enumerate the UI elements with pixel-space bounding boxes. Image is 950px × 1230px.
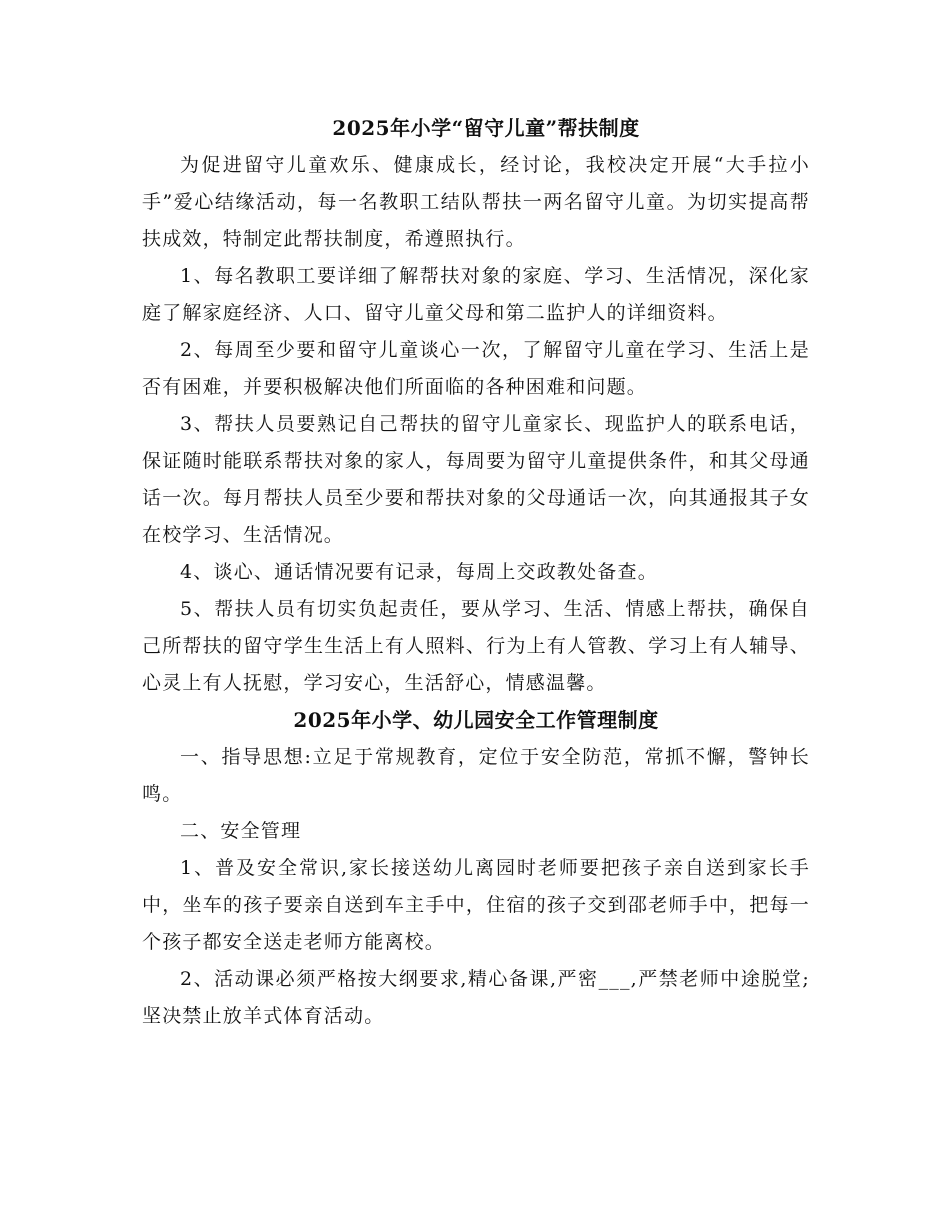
section-2-heading-safety-management: 二、安全管理 <box>180 820 302 842</box>
section-2-paragraph-1: 1、普及安全常识,家长接送幼儿离园时老师要把孩子亲自送到家长手中，坐车的孩子要亲自送到车主手中，住宿的孩子交到邵老师手中，把每一个孩子都安全送走老师方能离校。 <box>142 857 810 953</box>
section-1-paragraph-4: 4、谈心、通话情况要有记录，每周上交政教处备查。 <box>180 561 658 583</box>
section-1-paragraph-intro: 为促进留守儿童欢乐、健康成长，经讨论，我校决定开展“大手拉小手”爱心结缘活动，每一名教职工结队帮扶一两名留守儿童。为切实提高帮扶成效，特制定此帮扶制度，希遵照执行。 <box>142 154 810 250</box>
document-body <box>142 110 810 1035</box>
section-2-paragraph-2: 2、活动课必须严格按大纲要求,精心备课,严密___,严禁老师中途脱堂;坚决禁止放羊式体育活动。 <box>142 968 810 1027</box>
section-1-paragraph-1: 1、每名教职工要详细了解帮扶对象的家庭、学习、生活情况，深化家庭了解家庭经济、人口、留守儿童父母和第二监护人的详细资料。 <box>142 265 810 324</box>
section-1-paragraph-5: 5、帮扶人员有切实负起责任，要从学习、生活、情感上帮扶，确保自己所帮扶的留守学生生活上有人照料、行为上有人管教、学习上有人辅导、心灵上有人抚慰，学习安心，生活舒心，情感温馨。 <box>142 598 810 694</box>
section-1-paragraph-3: 3、帮扶人员要熟记自己帮扶的留守儿童家长、现监护人的联系电话，保证随时能联系帮扶对象的家人，每周要为留守儿童提供条件，和其父母通话一次。每月帮扶人员至少要和帮扶对象的父母通话一次，向其通报其子女在校学习、生活情况。 <box>142 413 810 546</box>
section-1-paragraph-2: 2、每周至少要和留守儿童谈心一次，了解留守儿童在学习、生活上是否有困难，并要积极解决他们所面临的各种困难和问题。 <box>142 339 810 398</box>
section-2-title: 2025年小学、幼儿园安全工作管理制度 <box>293 708 659 732</box>
section-1-title: 2025年小学“留守儿童”帮扶制度 <box>332 116 640 140</box>
section-2-paragraph-guiding-idea: 一、指导思想:立足于常规教育，定位于安全防范，常抓不懈，警钟长鸣。 <box>142 746 810 805</box>
